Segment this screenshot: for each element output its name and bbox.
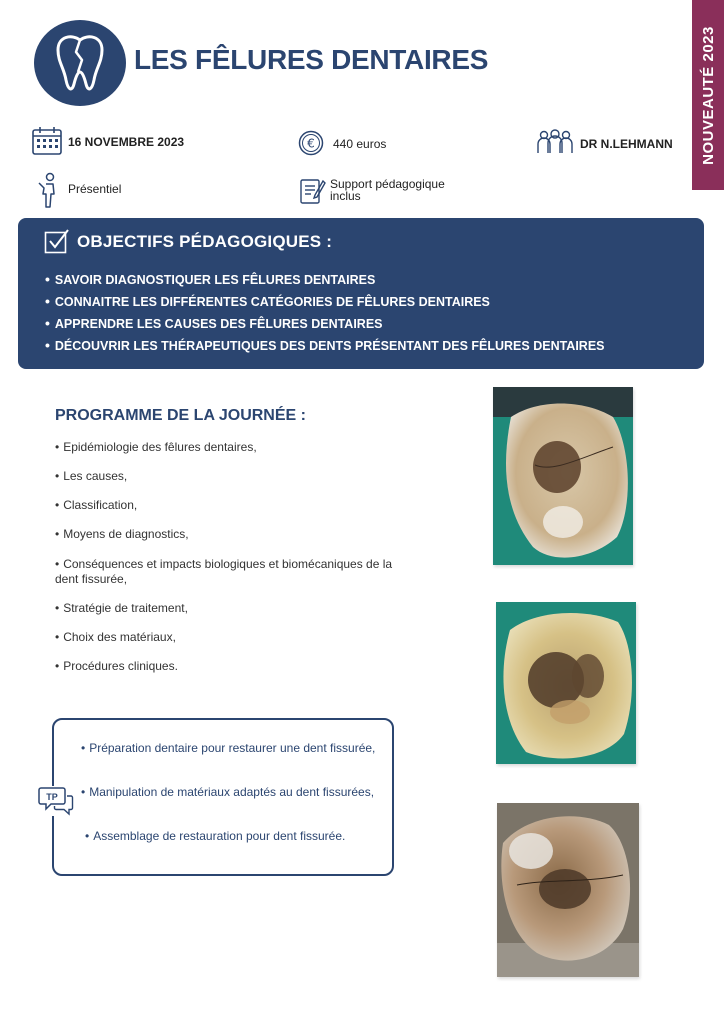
- objectives-list: [45, 268, 605, 356]
- tp-item: • Assemblage de restauration pour dent fissurée.: [85, 829, 346, 843]
- date-text: 16 NOVEMBRE 2023: [68, 135, 185, 149]
- programme-item: • Classification,: [55, 498, 138, 512]
- new-badge: [692, 0, 724, 190]
- tp-item: • Préparation dentaire pour restaurer une dent fissurée,: [81, 741, 376, 755]
- tooth-photo-1: [493, 387, 633, 565]
- programme-item: • Conséquences et impacts biologiques et biomécaniques de la dent fissurée,: [55, 557, 393, 586]
- objectives-panel: [18, 218, 704, 369]
- objective-item: • DÉCOUVRIR LES THÉRAPEUTIQUES DES DENTS PRÉSENTANT DES FÊLURES DENTAIRES: [45, 334, 605, 356]
- support-line-2: inclus: [330, 189, 361, 203]
- tooth-photo-3: [497, 803, 639, 977]
- format-text: Présentiel: [68, 182, 122, 196]
- objectives-title: OBJECTIFS PÉDAGOGIQUES :: [77, 232, 333, 251]
- programme-item: • Moyens de diagnostics,: [55, 527, 189, 541]
- tp-item: • Manipulation de matériaux adaptés au dent fissurées,: [81, 785, 375, 799]
- objective-item: • SAVOIR DIAGNOSTIQUER LES FÊLURES DENTAIRES: [45, 268, 605, 290]
- tooth-logo: [34, 20, 126, 106]
- tooth-icon: [50, 30, 110, 96]
- svg-text:TP: TP: [46, 792, 58, 802]
- programme-item: • Stratégie de traitement,: [55, 601, 188, 615]
- checkbox-icon: [44, 228, 70, 259]
- document-icon: [299, 177, 327, 205]
- group-icon: [536, 128, 574, 154]
- calendar-icon: [32, 127, 62, 155]
- programme-item: • Choix des matériaux,: [55, 630, 176, 644]
- support-line-1: Support pédagogique: [330, 177, 445, 191]
- programme-item: • Procédures cliniques.: [55, 659, 178, 673]
- chat-bubble-icon: [38, 786, 74, 816]
- new-badge-label: NOUVEAUTÉ 2023: [699, 25, 717, 165]
- svg-text:€: €: [307, 136, 315, 151]
- objective-item: • CONNAITRE LES DIFFÉRENTES CATÉGORIES DE FÊLURES DENTAIRES: [45, 290, 605, 312]
- price-text: 440 euros: [333, 137, 387, 151]
- programme-item: • Les causes,: [55, 469, 128, 483]
- objective-item: • APPRENDRE LES CAUSES DES FÊLURES DENTAIRES: [45, 312, 605, 334]
- programme-title: PROGRAMME DE LA JOURNÉE :: [55, 407, 306, 424]
- person-icon: [36, 172, 60, 208]
- programme-item: • Epidémiologie des fêlures dentaires,: [55, 440, 257, 454]
- euro-icon: [298, 130, 324, 156]
- support-text: [330, 178, 445, 202]
- instructor-text: DR N.LEHMANN: [580, 137, 673, 151]
- tooth-photo-2: [496, 602, 636, 764]
- page-title: LES FÊLURES DENTAIRES: [134, 44, 489, 75]
